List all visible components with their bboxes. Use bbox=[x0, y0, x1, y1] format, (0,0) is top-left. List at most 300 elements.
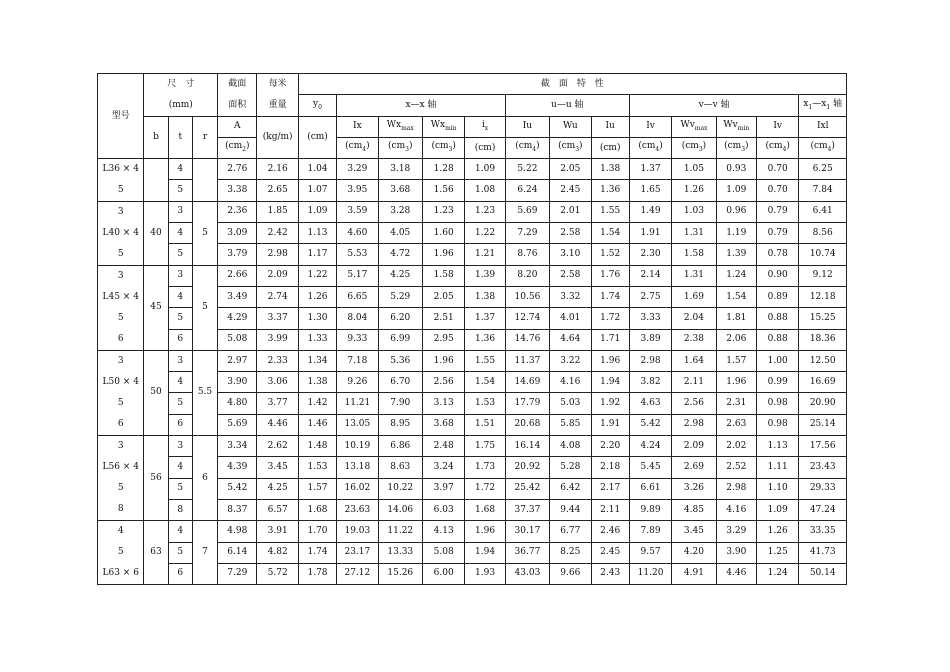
value-cell: 2.56 bbox=[422, 372, 464, 393]
value-cell: 4.24 bbox=[629, 436, 671, 457]
value-cell: 1.26 bbox=[298, 286, 336, 307]
t-cell: 4 bbox=[168, 521, 192, 542]
value-cell: 3.59 bbox=[337, 201, 378, 222]
value-cell: 1.96 bbox=[422, 244, 464, 265]
value-cell: 4.46 bbox=[716, 563, 756, 584]
value-cell: 2.05 bbox=[550, 159, 591, 180]
model-cell: L45 × 4 bbox=[98, 286, 144, 307]
value-cell: 3.79 bbox=[218, 244, 257, 265]
value-cell: 2.31 bbox=[716, 393, 756, 414]
value-cell: 0.70 bbox=[757, 159, 799, 180]
value-cell: 2.17 bbox=[591, 478, 629, 499]
value-cell: 1.57 bbox=[716, 350, 756, 371]
value-cell: 1.11 bbox=[757, 457, 799, 478]
value-cell: 1.09 bbox=[465, 159, 505, 180]
value-cell: 7.89 bbox=[629, 521, 671, 542]
value-cell: 1.39 bbox=[465, 265, 505, 286]
unit-cell: $(cm_3)$ bbox=[422, 137, 464, 158]
value-cell: 1.24 bbox=[716, 265, 756, 286]
value-cell: 3.34 bbox=[218, 436, 257, 457]
table-row bbox=[98, 265, 847, 286]
b-cell: 56 bbox=[144, 436, 168, 521]
b-header: b bbox=[144, 116, 168, 159]
value-cell: 1.09 bbox=[716, 180, 756, 201]
value-cell: 1.05 bbox=[672, 159, 716, 180]
value-cell: 1.36 bbox=[591, 180, 629, 201]
value-cell: 1.55 bbox=[591, 201, 629, 222]
col-wu: Wu bbox=[550, 116, 591, 137]
value-cell: 4.05 bbox=[378, 223, 422, 244]
value-cell: 2.45 bbox=[591, 542, 629, 563]
value-cell: 8.56 bbox=[799, 223, 847, 244]
value-cell: 5.08 bbox=[218, 329, 257, 350]
value-cell: 2.11 bbox=[591, 499, 629, 520]
value-cell: 2.04 bbox=[672, 308, 716, 329]
value-cell: 4.82 bbox=[257, 542, 298, 563]
value-cell: 12.74 bbox=[505, 308, 549, 329]
value-cell: 8.37 bbox=[218, 499, 257, 520]
value-cell: 27.12 bbox=[337, 563, 378, 584]
value-cell: 1.26 bbox=[672, 180, 716, 201]
value-cell: 2.56 bbox=[672, 393, 716, 414]
model-cell: L63 × 6 bbox=[98, 563, 144, 584]
value-cell: 0.93 bbox=[716, 159, 756, 180]
value-cell: 1.21 bbox=[465, 244, 505, 265]
value-cell: 3.77 bbox=[257, 393, 298, 414]
value-cell: 3.28 bbox=[378, 201, 422, 222]
value-cell: 1.48 bbox=[298, 436, 336, 457]
value-cell: 7.90 bbox=[378, 393, 422, 414]
value-cell: 2.42 bbox=[257, 223, 298, 244]
section-props-header: 截 面 特 性 bbox=[298, 74, 846, 95]
r-cell: 5.5 bbox=[192, 350, 217, 435]
value-cell: 0.96 bbox=[716, 201, 756, 222]
col-wxmin: $Wx_{min}$ bbox=[422, 116, 464, 137]
value-cell: 1.54 bbox=[465, 372, 505, 393]
value-cell: 1.64 bbox=[672, 350, 716, 371]
value-cell: 1.04 bbox=[298, 159, 336, 180]
value-cell: 2.48 bbox=[422, 436, 464, 457]
value-cell: 2.98 bbox=[672, 414, 716, 435]
value-cell: 6.14 bbox=[218, 542, 257, 563]
value-cell: 4.08 bbox=[550, 436, 591, 457]
value-cell: 1.55 bbox=[465, 350, 505, 371]
value-cell: 33.35 bbox=[799, 521, 847, 542]
value-cell: 3.38 bbox=[218, 180, 257, 201]
value-cell: 3.68 bbox=[378, 180, 422, 201]
value-cell: 1.00 bbox=[757, 350, 799, 371]
value-cell: 1.78 bbox=[298, 563, 336, 584]
value-cell: 6.24 bbox=[505, 180, 549, 201]
value-cell: 8.25 bbox=[550, 542, 591, 563]
r-cell: 6 bbox=[192, 436, 217, 521]
value-cell: 5.17 bbox=[337, 265, 378, 286]
unit-cell: $(cm_4)$ bbox=[799, 137, 847, 158]
value-cell: 2.97 bbox=[218, 350, 257, 371]
value-cell: 1.91 bbox=[629, 223, 671, 244]
value-cell: 1.58 bbox=[422, 265, 464, 286]
value-cell: 2.14 bbox=[629, 265, 671, 286]
table-row bbox=[98, 350, 847, 371]
value-cell: 1.34 bbox=[298, 350, 336, 371]
value-cell: 5.53 bbox=[337, 244, 378, 265]
value-cell: 10.22 bbox=[378, 478, 422, 499]
value-cell: 3.45 bbox=[672, 521, 716, 542]
value-cell: 47.24 bbox=[799, 499, 847, 520]
unit-cell: (cm) bbox=[465, 137, 505, 158]
value-cell: 0.90 bbox=[757, 265, 799, 286]
area-header-line2: 面积 bbox=[218, 95, 257, 116]
value-cell: 1.22 bbox=[298, 265, 336, 286]
header-row-1 bbox=[98, 74, 847, 95]
value-cell: 6.86 bbox=[378, 436, 422, 457]
value-cell: 6.57 bbox=[257, 499, 298, 520]
y0-unit: (cm) bbox=[298, 116, 336, 159]
b-cell bbox=[144, 159, 168, 202]
value-cell: 9.12 bbox=[799, 265, 847, 286]
value-cell: 8.95 bbox=[378, 414, 422, 435]
value-cell: 2.69 bbox=[672, 457, 716, 478]
value-cell: 2.01 bbox=[550, 201, 591, 222]
model-cell: 6 bbox=[98, 329, 144, 350]
value-cell: 15.25 bbox=[799, 308, 847, 329]
value-cell: 11.22 bbox=[378, 521, 422, 542]
value-cell: 4.98 bbox=[218, 521, 257, 542]
r-cell bbox=[192, 159, 217, 202]
value-cell: 1.96 bbox=[716, 372, 756, 393]
value-cell: 6.65 bbox=[337, 286, 378, 307]
value-cell: 2.75 bbox=[629, 286, 671, 307]
col-ix: Ix bbox=[337, 116, 378, 137]
value-cell: 0.89 bbox=[757, 286, 799, 307]
t-cell: 5 bbox=[168, 478, 192, 499]
value-cell: 1.96 bbox=[465, 521, 505, 542]
value-cell: 2.98 bbox=[629, 350, 671, 371]
t-cell: 4 bbox=[168, 457, 192, 478]
value-cell: 1.09 bbox=[298, 201, 336, 222]
value-cell: 9.26 bbox=[337, 372, 378, 393]
value-cell: 1.38 bbox=[591, 159, 629, 180]
value-cell: 1.94 bbox=[591, 372, 629, 393]
t-cell: 6 bbox=[168, 414, 192, 435]
value-cell: 7.84 bbox=[799, 180, 847, 201]
value-cell: 4.46 bbox=[257, 414, 298, 435]
value-cell: 1.13 bbox=[298, 223, 336, 244]
value-cell: 3.91 bbox=[257, 521, 298, 542]
value-cell: 3.09 bbox=[218, 223, 257, 244]
model-cell: 3 bbox=[98, 436, 144, 457]
value-cell: 11.20 bbox=[629, 563, 671, 584]
unit-cell: $(cm_3)$ bbox=[378, 137, 422, 158]
value-cell: 1.53 bbox=[298, 457, 336, 478]
value-cell: 5.42 bbox=[218, 478, 257, 499]
value-cell: 20.92 bbox=[505, 457, 549, 478]
value-cell: 50.14 bbox=[799, 563, 847, 584]
value-cell: 15.26 bbox=[378, 563, 422, 584]
value-cell: 14.69 bbox=[505, 372, 549, 393]
model-cell: 5 bbox=[98, 542, 144, 563]
r-cell: 5 bbox=[192, 265, 217, 350]
value-cell: 12.18 bbox=[799, 286, 847, 307]
model-cell: 5 bbox=[98, 478, 144, 499]
value-cell: 6.77 bbox=[550, 521, 591, 542]
value-cell: 37.37 bbox=[505, 499, 549, 520]
value-cell: 6.70 bbox=[378, 372, 422, 393]
t-cell: 4 bbox=[168, 159, 192, 180]
value-cell: 2.16 bbox=[257, 159, 298, 180]
model-cell: L50 × 4 bbox=[98, 372, 144, 393]
value-cell: 2.20 bbox=[591, 436, 629, 457]
value-cell: 23.43 bbox=[799, 457, 847, 478]
value-cell: 23.63 bbox=[337, 499, 378, 520]
b-cell: 63 bbox=[144, 521, 168, 585]
model-cell: 6 bbox=[98, 414, 144, 435]
t-header: t bbox=[168, 116, 192, 159]
value-cell: 1.69 bbox=[672, 286, 716, 307]
value-cell: 1.42 bbox=[298, 393, 336, 414]
value-cell: 7.18 bbox=[337, 350, 378, 371]
value-cell: 3.33 bbox=[629, 308, 671, 329]
value-cell: 4.85 bbox=[672, 499, 716, 520]
value-cell: 1.74 bbox=[298, 542, 336, 563]
value-cell: 13.33 bbox=[378, 542, 422, 563]
col-wxmax: $Wx_{max}$ bbox=[378, 116, 422, 137]
value-cell: 1.58 bbox=[672, 244, 716, 265]
value-cell: 2.98 bbox=[716, 478, 756, 499]
value-cell: 10.19 bbox=[337, 436, 378, 457]
area-header-line1: 截面 bbox=[218, 74, 257, 95]
value-cell: 0.98 bbox=[757, 414, 799, 435]
dims-header: 尺 寸 bbox=[144, 74, 218, 95]
value-cell: 23.17 bbox=[337, 542, 378, 563]
value-cell: 2.09 bbox=[257, 265, 298, 286]
value-cell: 3.82 bbox=[629, 372, 671, 393]
value-cell: 1.54 bbox=[591, 223, 629, 244]
value-cell: 2.65 bbox=[257, 180, 298, 201]
value-cell: 2.58 bbox=[550, 265, 591, 286]
value-cell: 0.70 bbox=[757, 180, 799, 201]
value-cell: 3.32 bbox=[550, 286, 591, 307]
value-cell: 2.46 bbox=[591, 521, 629, 542]
model-cell: 8 bbox=[98, 499, 144, 520]
value-cell: 17.56 bbox=[799, 436, 847, 457]
t-cell: 5 bbox=[168, 308, 192, 329]
value-cell: 1.71 bbox=[591, 329, 629, 350]
value-cell: 1.49 bbox=[629, 201, 671, 222]
unit-cell: $(cm_4)$ bbox=[505, 137, 549, 158]
value-cell: 0.88 bbox=[757, 308, 799, 329]
value-cell: 3.45 bbox=[257, 457, 298, 478]
value-cell: 10.56 bbox=[505, 286, 549, 307]
t-cell: 3 bbox=[168, 201, 192, 222]
col-ix-radius: $i_x$ bbox=[465, 116, 505, 137]
value-cell: 9.89 bbox=[629, 499, 671, 520]
value-cell: 5.03 bbox=[550, 393, 591, 414]
weight-header-line2: 重量 bbox=[257, 95, 298, 116]
value-cell: 4.13 bbox=[422, 521, 464, 542]
value-cell: 0.99 bbox=[757, 372, 799, 393]
header-row-3 bbox=[98, 116, 847, 137]
value-cell: 4.60 bbox=[337, 223, 378, 244]
value-cell: 3.06 bbox=[257, 372, 298, 393]
t-cell: 3 bbox=[168, 265, 192, 286]
value-cell: 17.79 bbox=[505, 393, 549, 414]
value-cell: 2.66 bbox=[218, 265, 257, 286]
value-cell: 1.68 bbox=[298, 499, 336, 520]
model-cell: L36 × 4 bbox=[98, 159, 144, 180]
value-cell: 2.02 bbox=[716, 436, 756, 457]
value-cell: 10.74 bbox=[799, 244, 847, 265]
value-cell: 4.16 bbox=[550, 372, 591, 393]
value-cell: 1.93 bbox=[465, 563, 505, 584]
model-header: 型号 bbox=[98, 74, 144, 159]
value-cell: 6.03 bbox=[422, 499, 464, 520]
col-iu-radius: Iu bbox=[591, 116, 629, 137]
value-cell: 13.05 bbox=[337, 414, 378, 435]
value-cell: 1.91 bbox=[591, 414, 629, 435]
value-cell: 4.39 bbox=[218, 457, 257, 478]
value-cell: 13.18 bbox=[337, 457, 378, 478]
model-cell: L56 × 4 bbox=[98, 457, 144, 478]
value-cell: 5.36 bbox=[378, 350, 422, 371]
t-cell: 5 bbox=[168, 393, 192, 414]
header-row-2 bbox=[98, 95, 847, 116]
value-cell: 11.37 bbox=[505, 350, 549, 371]
unit-cell: $(cm_3)$ bbox=[672, 137, 716, 158]
value-cell: 1.72 bbox=[591, 308, 629, 329]
value-cell: 43.03 bbox=[505, 563, 549, 584]
v-axis-header: v—v 轴 bbox=[629, 95, 799, 116]
col-ixl: Ixl bbox=[799, 116, 847, 137]
model-cell: 4 bbox=[98, 521, 144, 542]
t-cell: 4 bbox=[168, 286, 192, 307]
value-cell: 1.36 bbox=[465, 329, 505, 350]
value-cell: 1.19 bbox=[716, 223, 756, 244]
table-row bbox=[98, 436, 847, 457]
col-iv: Iv bbox=[629, 116, 671, 137]
value-cell: 1.54 bbox=[716, 286, 756, 307]
value-cell: 1.72 bbox=[465, 478, 505, 499]
value-cell: 0.79 bbox=[757, 201, 799, 222]
value-cell: 5.29 bbox=[378, 286, 422, 307]
value-cell: 3.10 bbox=[550, 244, 591, 265]
value-cell: 3.22 bbox=[550, 350, 591, 371]
unit-cell: (cm) bbox=[591, 137, 629, 158]
value-cell: 1.81 bbox=[716, 308, 756, 329]
r-header: r bbox=[192, 116, 217, 159]
value-cell: 2.95 bbox=[422, 329, 464, 350]
x1-axis-header: $x_1—x_1$ 轴 bbox=[799, 95, 847, 116]
value-cell: 2.33 bbox=[257, 350, 298, 371]
dims-unit: (mm) bbox=[144, 95, 218, 116]
value-cell: 36.77 bbox=[505, 542, 549, 563]
model-cell: 3 bbox=[98, 201, 144, 222]
value-cell: 5.22 bbox=[505, 159, 549, 180]
t-cell: 3 bbox=[168, 350, 192, 371]
value-cell: 1.07 bbox=[298, 180, 336, 201]
value-cell: 1.17 bbox=[298, 244, 336, 265]
value-cell: 3.29 bbox=[337, 159, 378, 180]
t-cell: 8 bbox=[168, 499, 192, 520]
value-cell: 1.60 bbox=[422, 223, 464, 244]
value-cell: 2.62 bbox=[257, 436, 298, 457]
value-cell: 25.42 bbox=[505, 478, 549, 499]
unit-cell: $(cm_4)$ bbox=[337, 137, 378, 158]
value-cell: 6.61 bbox=[629, 478, 671, 499]
value-cell: 1.09 bbox=[757, 499, 799, 520]
value-cell: 1.38 bbox=[465, 286, 505, 307]
value-cell: 4.29 bbox=[218, 308, 257, 329]
value-cell: 1.30 bbox=[298, 308, 336, 329]
model-cell: 5 bbox=[98, 308, 144, 329]
value-cell: 3.37 bbox=[257, 308, 298, 329]
value-cell: 1.92 bbox=[591, 393, 629, 414]
value-cell: 1.31 bbox=[672, 265, 716, 286]
value-cell: 6.00 bbox=[422, 563, 464, 584]
value-cell: 6.99 bbox=[378, 329, 422, 350]
value-cell: 1.39 bbox=[716, 244, 756, 265]
t-cell: 4 bbox=[168, 223, 192, 244]
value-cell: 4.20 bbox=[672, 542, 716, 563]
value-cell: 5.85 bbox=[550, 414, 591, 435]
r-cell: 5 bbox=[192, 201, 217, 265]
value-cell: 1.23 bbox=[465, 201, 505, 222]
value-cell: 4.25 bbox=[257, 478, 298, 499]
unit-cell: $(cm_3)$ bbox=[550, 137, 591, 158]
value-cell: 12.50 bbox=[799, 350, 847, 371]
value-cell: 16.02 bbox=[337, 478, 378, 499]
value-cell: 2.74 bbox=[257, 286, 298, 307]
value-cell: 2.98 bbox=[257, 244, 298, 265]
value-cell: 0.78 bbox=[757, 244, 799, 265]
value-cell: 1.38 bbox=[298, 372, 336, 393]
value-cell: 1.76 bbox=[591, 265, 629, 286]
value-cell: 1.23 bbox=[422, 201, 464, 222]
value-cell: 5.28 bbox=[550, 457, 591, 478]
value-cell: 9.44 bbox=[550, 499, 591, 520]
value-cell: 25.14 bbox=[799, 414, 847, 435]
value-cell: 1.31 bbox=[672, 223, 716, 244]
model-cell: 3 bbox=[98, 350, 144, 371]
angle-steel-properties-table bbox=[97, 73, 847, 585]
value-cell: 3.89 bbox=[629, 329, 671, 350]
value-cell: 9.33 bbox=[337, 329, 378, 350]
value-cell: 8.04 bbox=[337, 308, 378, 329]
value-cell: 16.69 bbox=[799, 372, 847, 393]
value-cell: 1.96 bbox=[422, 350, 464, 371]
table-row bbox=[98, 521, 847, 542]
value-cell: 5.08 bbox=[422, 542, 464, 563]
t-cell: 5 bbox=[168, 244, 192, 265]
t-cell: 6 bbox=[168, 563, 192, 584]
value-cell: 8.76 bbox=[505, 244, 549, 265]
table-row bbox=[98, 159, 847, 180]
col-iu: Iu bbox=[505, 116, 549, 137]
value-cell: 8.20 bbox=[505, 265, 549, 286]
t-cell: 4 bbox=[168, 372, 192, 393]
value-cell: 1.03 bbox=[672, 201, 716, 222]
col-wvmin: $Wv_{min}$ bbox=[716, 116, 756, 137]
value-cell: 14.06 bbox=[378, 499, 422, 520]
value-cell: 4.16 bbox=[716, 499, 756, 520]
value-cell: 5.69 bbox=[218, 414, 257, 435]
value-cell: 1.22 bbox=[465, 223, 505, 244]
area-unit: $(cm_2)$ bbox=[218, 137, 257, 158]
col-wvmax: $Wv_{max}$ bbox=[672, 116, 716, 137]
model-cell: 5 bbox=[98, 180, 144, 201]
value-cell: 11.21 bbox=[337, 393, 378, 414]
value-cell: 6.20 bbox=[378, 308, 422, 329]
